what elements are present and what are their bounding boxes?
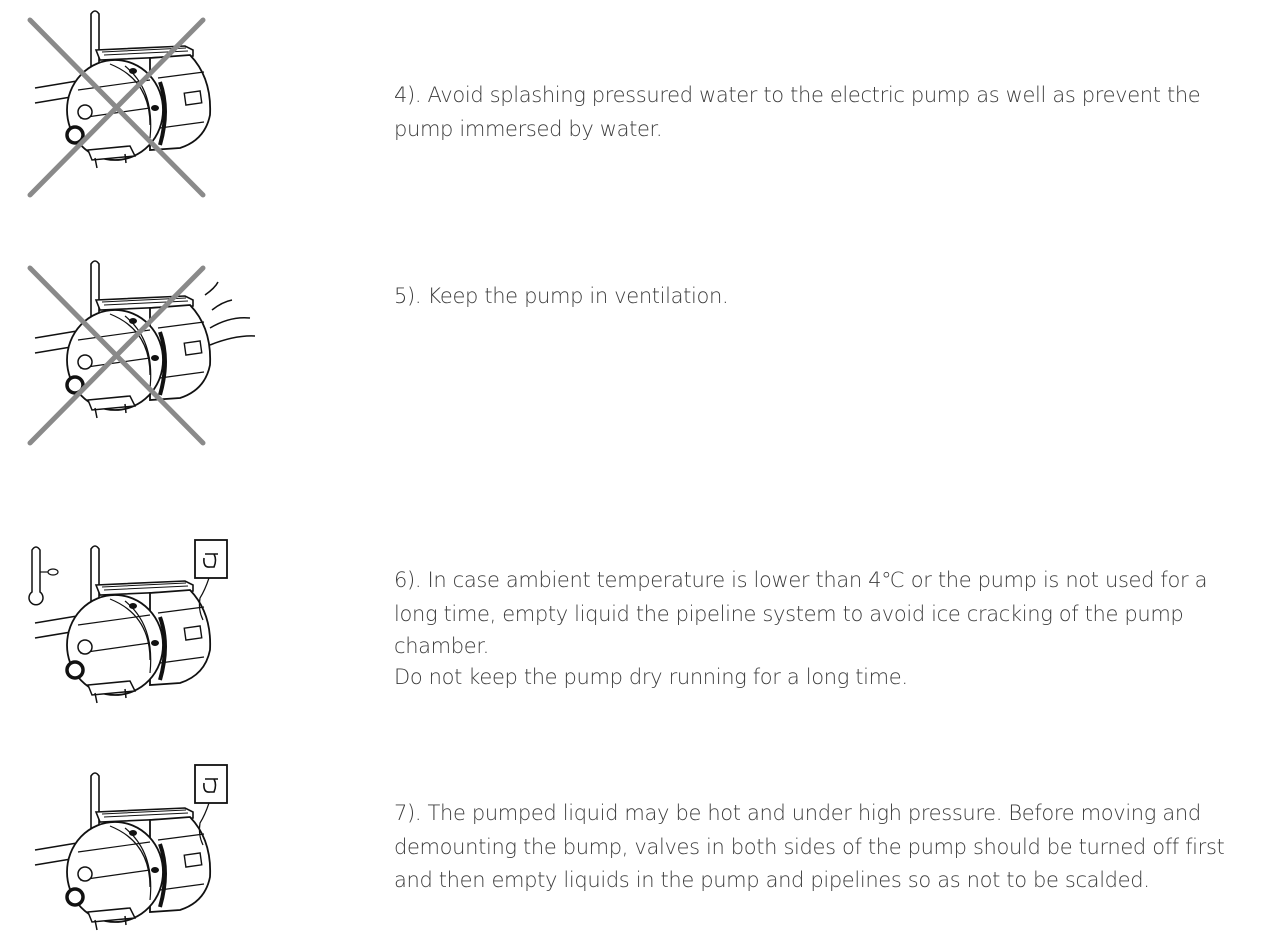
instruction-item-4	[394, 79, 1200, 146]
pump-power-figure	[0, 750, 250, 948]
pump-prohibited-water-icon	[0, 0, 260, 210]
instruction-item-6	[394, 564, 1207, 693]
instruction-line: chamber.	[394, 634, 490, 658]
power-plug-icon	[195, 765, 227, 845]
pump-thermometer-power-icon	[0, 520, 250, 730]
instruction-line: pump immersed by water.	[394, 116, 663, 141]
air-flow-lines	[205, 282, 255, 345]
pump-prohibited-ventilation-figure	[0, 250, 270, 460]
instruction-line: 7). The pumped liquid may be hot and under high pressure. Before moving and	[394, 801, 1201, 825]
pump-temperature-figure	[0, 520, 250, 730]
pump-prohibited-water-figure	[0, 0, 260, 210]
thermometer-icon	[29, 547, 58, 605]
pump-prohibited-no-ventilation-icon	[0, 250, 270, 460]
instruction-item-7	[394, 797, 1224, 898]
instruction-line: demounting the bump, valves in both sides of the pump should be turned off first	[394, 834, 1225, 859]
instruction-line: Do not keep the pump dry running for a long time.	[394, 665, 908, 689]
instruction-line: long time, empty liquid the pipeline system to avoid ice cracking of the pump	[394, 601, 1184, 626]
pump-power-icon	[0, 750, 250, 948]
instruction-line: 6). In case ambient temperature is lower than 4℃ or the pump is not used for a	[394, 568, 1208, 592]
instruction-line: 5). Keep the pump in ventilation.	[394, 284, 729, 308]
power-plug-icon	[195, 540, 227, 620]
instruction-line: and then empty liquids in the pump and pipelines so as not to be scalded.	[394, 868, 1150, 892]
instruction-item-5	[394, 280, 728, 314]
instruction-line: 4). Avoid splashing pressured water to the electric pump as well as prevent the	[394, 83, 1201, 107]
